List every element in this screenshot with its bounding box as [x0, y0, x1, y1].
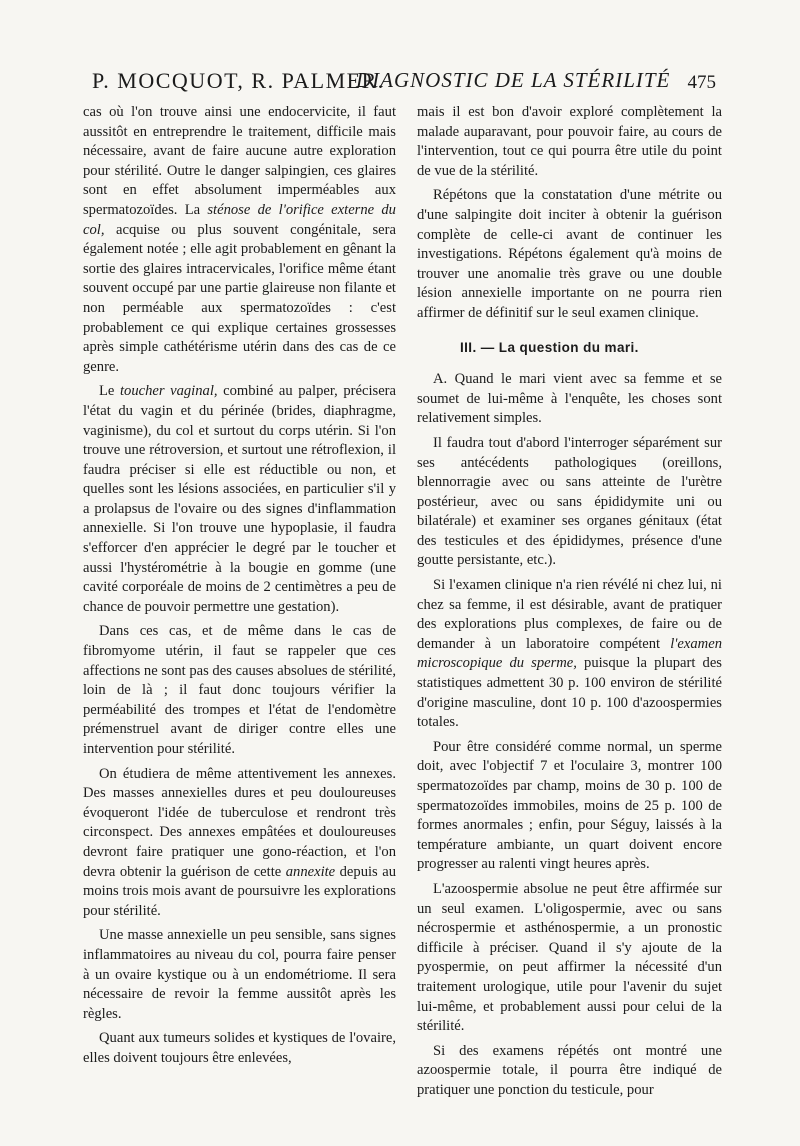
paragraph: cas où l'on trouve ainsi une endocervicite, il faut aussitôt en entreprendre le traitement, difficile mais nécessaire, avant de faire aucune autre exploration pour stérilité. Outre le danger salpingien, ces glaires sont en effet absolument imperméables aux spermatozoïdes. La sténose de l'orifice externe du col, acquise ou plus souvent congénitale, sera également notée ; elle agit probablement en gênant la sortie des glaires intracervicales, l'orifice même étant souvent occupé par une partie glaireuse non filante et non perméable aux spermatozoïdes : c'est probablement ce qui explique certaines grossesses après simple cathétérisme utérin dans des cas de ce genre.: [83, 104, 396, 375]
paragraph: A. Quand le mari vient avec sa femme et se soumet de lui-même à l'enquête, les choses sont relativement simples.: [417, 371, 722, 427]
paragraph: Il faudra tout d'abord l'interroger séparément sur ses antécédents pathologiques (oreillons, blennorragie avec ou sans atteinte de l'urètre postérieur, avec ou sans épididymite uni ou bilatérale) et examiner ses organes génitaux (état des testicules et des épididymes, présence d'une goutte persistante, etc.).: [417, 434, 722, 569]
right-column: [417, 103, 722, 1106]
paragraph: Répétons que la constatation d'une métrite ou d'une salpingite doit inciter à obtenir la guérison complète de celle-ci avant de continuer les investigations. Répétons également qu'à moins de trouver une anomalie très grave ou une double lésion annexielle importante on ne pourra rien affirmer de définitif sur le seul examen clinique.: [417, 187, 722, 321]
paragraph: mais il est bon d'avoir exploré complètement la malade auparavant, pour pouvoir faire, au cours de l'intervention, tout ce qui pourra être utile du point de vue de la stérilité.: [417, 104, 722, 179]
left-column: [83, 103, 396, 1074]
paragraph: Si l'examen clinique n'a rien révélé ni chez lui, ni chez sa femme, il est désirable, avant de pratiquer des explorations plus complexes, de faire ou de demander à un laboratoire compétent l'examen microscopique du sperme, puisque la plupart des statistiques admettent 30 p. 100 environ de stérilité d'origine masculine, dont 10 p. 100 d'azoospermies totales.: [417, 577, 722, 731]
page-number: 475: [687, 72, 716, 93]
section-heading: III. — La question du mari.: [460, 339, 639, 355]
paragraph: Si des examens répétés ont montré une azoospermie totale, il pourra être indiqué de pratiquer une ponction du testicule, pour: [417, 1042, 722, 1098]
paragraph: Pour être considéré comme normal, un sperme doit, avec l'objectif 7 et l'oculaire 3, montrer 100 spermatozoïdes par champ, moins de 30 p. 100 de spermatozoïdes immobiles, moins de 25 p. 100 de formes anormales ; enfin, pour Séguy, laissés à la température ambiante, un quart doivent encore progresser au ralenti vingt heures après.: [417, 738, 722, 873]
header-title: DIAGNOSTIC DE LA STÉRILITÉ: [356, 68, 671, 92]
paragraph: Dans ces cas, et de même dans le cas de fibromyome utérin, il faut se rappeler que ces affections ne sont pas des causes absolues de stérilité, loin de là ; il faut donc toujours vérifier la perméabilité des trompes et l'état de l'endomètre prémenstruel avant de diriger contre elles une intervention pour stérilité.: [83, 623, 397, 757]
paragraph: Une masse annexielle un peu sensible, sans signes inflammatoires au niveau du col, pourra faire penser à un ovaire kystique ou à un endométriome. Il sera nécessaire de revoir la femme aussitôt après les règles.: [83, 927, 396, 1022]
header-authors: P. MOCQUOT, R. PALMER.: [92, 68, 385, 93]
running-header: [92, 68, 722, 98]
paragraph: On étudiera de même attentivement les annexes. Des masses annexielles dures et peu douloureuses évoqueront l'idée de tuberculose et rendront très circonspect. Des annexes empâtées et douloureuses devront faire pratiquer une gono-réaction, et l'on devra obtenir la guérison de cette annexite depuis au moins trois mois avant de poursuivre les explorations pour stérilité.: [83, 765, 396, 919]
paragraph: L'azoospermie absolue ne peut être affirmée sur un seul examen. L'oligospermie, avec ou sans nécrospermie et asthénospermie, a un pronostic difficile à préciser. Quand il s'y ajoute de la pyospermie, on peut affirmer la nécessité d'un traitement urologique, utile pour l'avenir du sujet lui-même, et probablement aussi pour celui de la stérilité.: [417, 880, 722, 1035]
paragraph: Le toucher vaginal, combiné au palper, précisera l'état du vagin et du périnée (brides, diaphragme, vaginisme), du col et surtout du corps utérin. Si l'on trouve une rétroversion, et surtout une rétroflexion, il faudra préciser si elle est réductible ou non, et quelles sont les lésions associées, en particulier s'il y a prolapsus de l'ovaire ou des signes d'inflammation annexielle. Si l'on trouve une hypoplasie, il faudra s'efforcer d'en apprécier le degré par le toucher et aussi l'hystérométrie à la bougie en gomme (une cavité corporéale de moins de 2 centimètres a peu de chance de pouvoir permettre une gestation).: [83, 383, 397, 615]
paragraph: Quant aux tumeurs solides et kystiques de l'ovaire, elles doivent toujours être enlevées,: [83, 1030, 396, 1066]
